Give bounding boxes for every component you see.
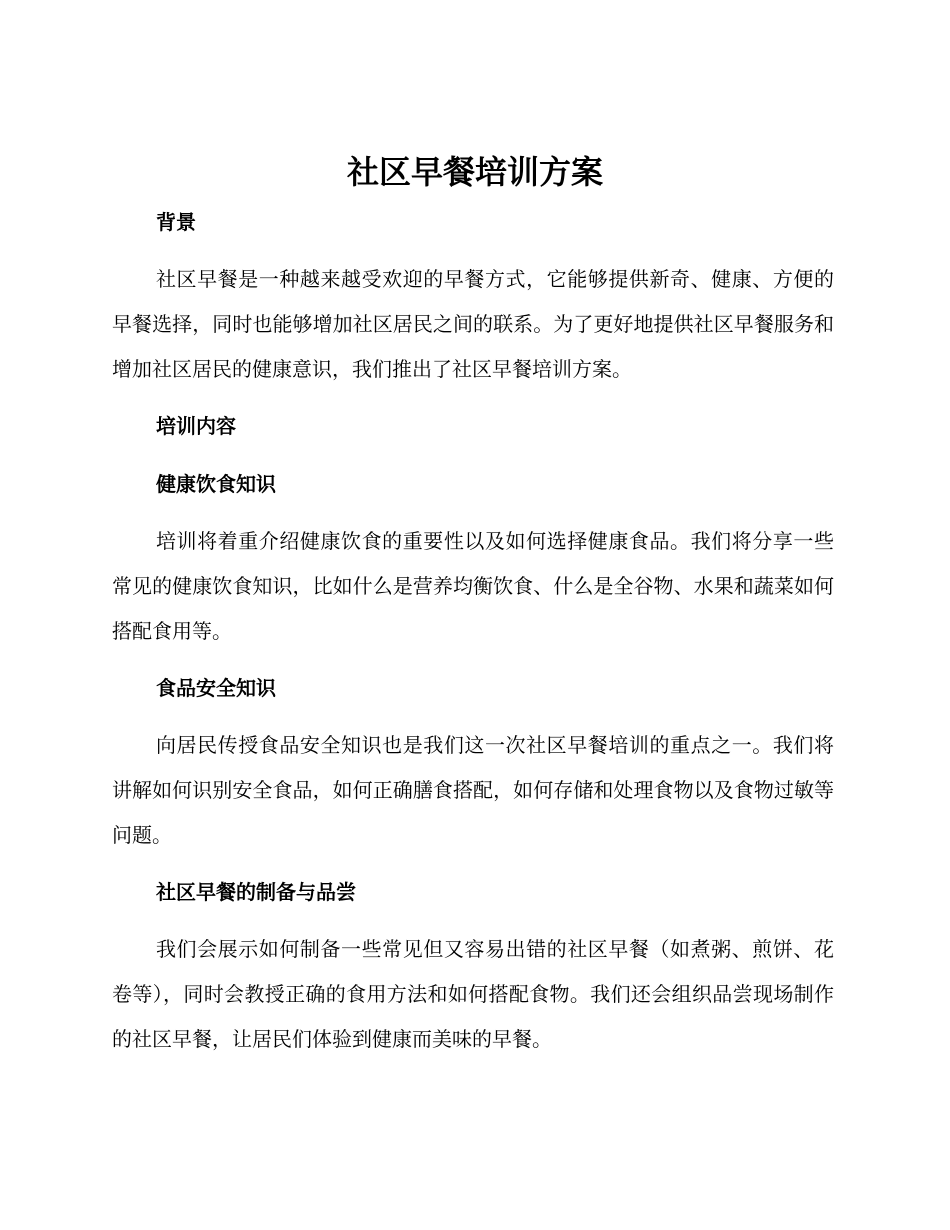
section-heading-breakfast-prep: 社区早餐的制备与品尝	[156, 880, 356, 904]
document-title: 社区早餐培训方案	[346, 153, 603, 191]
section-heading-background: 背景	[156, 210, 196, 234]
section-heading-training-content: 培训内容	[156, 414, 236, 438]
section-paragraph-healthy-diet: 培训将着重介绍健康饮食的重要性以及如何选择健康食品。我们将分享一些常见的健康饮食知识，比如什么是营养均衡饮食、什么是全谷物、水果和蔬菜如何搭配食用等。	[112, 529, 834, 643]
section-paragraph-breakfast-prep: 我们会展示如何制备一些常见但又容易出错的社区早餐（如煮粥、煎饼、花卷等），同时会教授正确的食用方法和如何搭配食物。我们还会组织品尝现场制作的社区早餐，让居民们体验到健康而美味的早餐。	[112, 937, 834, 1051]
section-heading-food-safety: 食品安全知识	[156, 676, 276, 700]
section-heading-healthy-diet: 健康饮食知识	[156, 472, 276, 496]
section-paragraph-background: 社区早餐是一种越来越受欢迎的早餐方式，它能够提供新奇、健康、方便的早餐选择，同时也能够增加社区居民之间的联系。为了更好地提供社区早餐服务和增加社区居民的健康意识，我们推出了社区早餐培训方案。	[112, 267, 834, 381]
section-paragraph-food-safety: 向居民传授食品安全知识也是我们这一次社区早餐培训的重点之一。我们将讲解如何识别安全食品，如何正确膳食搭配，如何存储和处理食物以及食物过敏等问题。	[112, 733, 834, 847]
